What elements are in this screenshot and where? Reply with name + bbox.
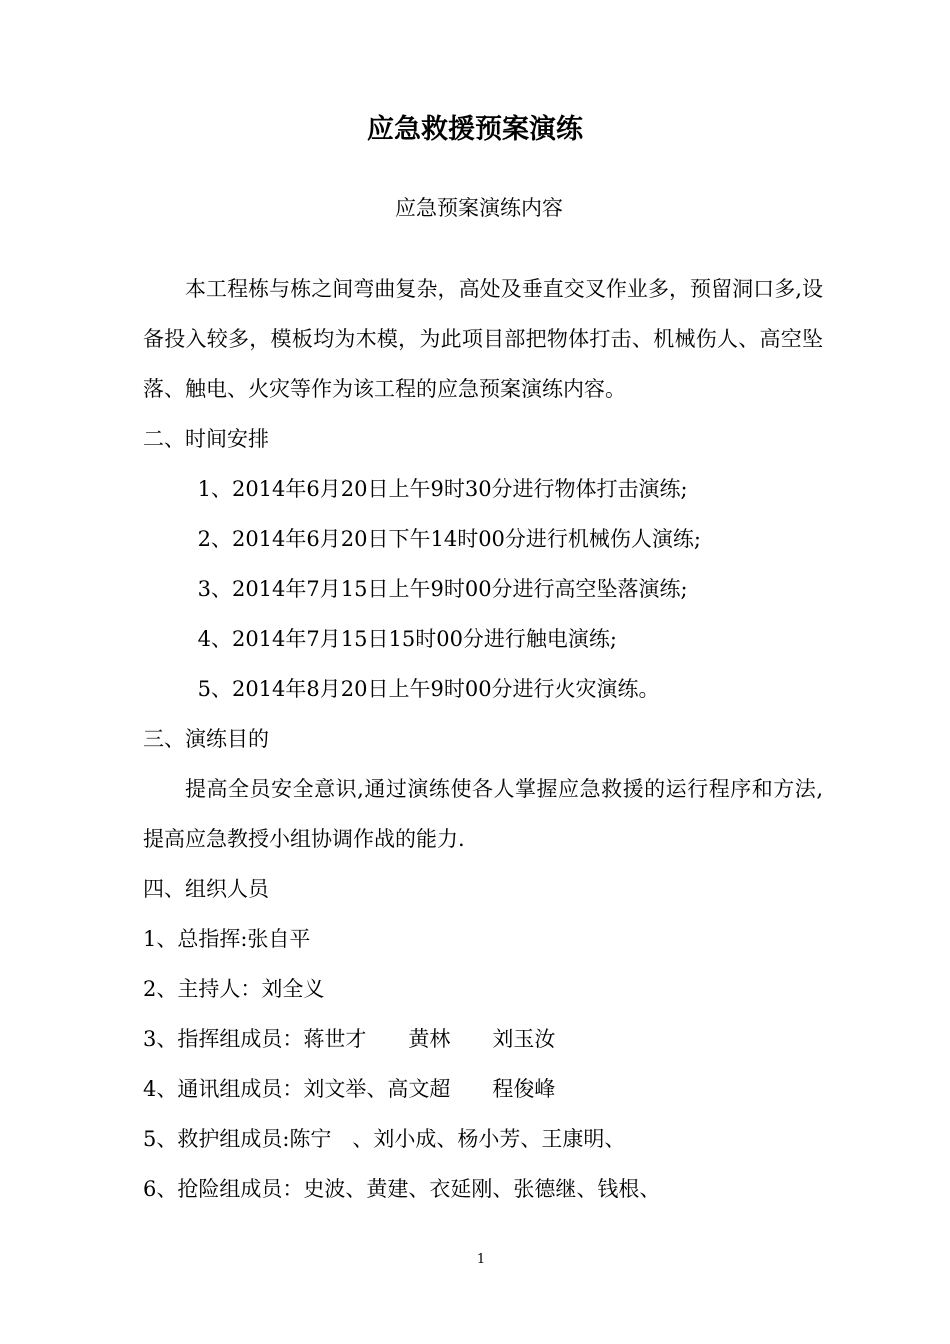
section-heading-personnel: 四、组织人员 (143, 877, 269, 901)
section-heading-purpose: 三、演练目的 (143, 727, 269, 751)
schedule-item: 2、2014年6月20日下午14时00分进行机械伤人演练; (197, 527, 701, 551)
intro-paragraph: 本工程栋与栋之间弯曲复杂，高处及垂直交叉作业多，预留洞口多,设备投入较多，模板均为木模，为此项目部把物体打击、机械伤人、高空坠落、触电、火灾等作为该工程的应急预案演练内容。 (143, 277, 823, 401)
document-title: 应急救援预案演练 (367, 114, 583, 145)
document-subtitle: 应急预案演练内容 (395, 196, 563, 220)
section-heading-schedule: 二、时间安排 (143, 427, 269, 451)
personnel-item: 3、指挥组成员：蒋世才 黄林 刘玉汝 (143, 1027, 556, 1051)
purpose-paragraph: 提高全员安全意识,通过演练使各人掌握应急救援的运行程序和方法,提高应急教授小组协调作战的能力. (143, 777, 823, 851)
personnel-item: 1、总指挥:张自平 (143, 927, 311, 951)
schedule-item: 4、2014年7月15日15时00分进行触电演练; (197, 627, 617, 651)
personnel-item: 2、主持人：刘全义 (143, 977, 325, 1001)
schedule-item: 5、2014年8月20日上午9时00分进行火灾演练。 (197, 677, 660, 701)
personnel-item: 4、通讯组成员：刘文举、高文超 程俊峰 (143, 1077, 556, 1101)
personnel-item: 6、抢险组成员：史波、黄建、衣延刚、张德继、钱根、 (143, 1177, 661, 1201)
document-body (143, 264, 823, 1214)
schedule-item: 3、2014年7月15日上午9时00分进行高空坠落演练; (197, 577, 688, 601)
personnel-item: 5、救护组成员:陈宁 、刘小成、杨小芳、王康明、 (143, 1127, 626, 1151)
page-number: 1 (476, 1252, 486, 1267)
schedule-item: 1、2014年6月20日上午9时30分进行物体打击演练; (197, 477, 688, 501)
